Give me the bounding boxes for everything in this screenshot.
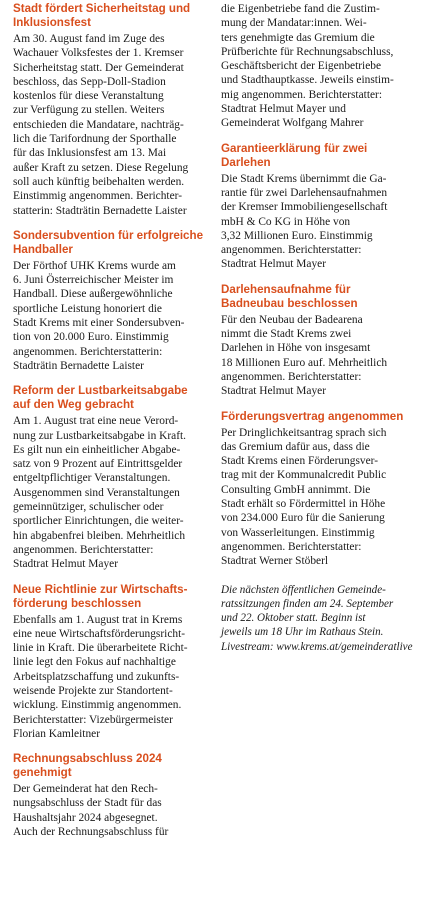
article-continuation: die Eigenbetriebe fand die Zustim- mung der Mandatar:innen. Wei- ters genehmigte das Gremium die Prüfberichte für Rechnungsabschluss, Geschäftsbericht der Eigenbetriebe und Stadthauptkasse. Jeweils einstim- mig angenommen. Berichterstatter: Stadtrat Helmut Mayer und Gemeinderat Wolfgang Mahrer (221, 3, 394, 130)
article-body: Für den Neubau der Badearena nimmt die Stadt Krems zwei Darlehen in Höhe von insgesamt 18 Millionen Euro auf. Mehrheitlich angenommen. Berichterstatter: Stadtrat Helmut Mayer (221, 313, 388, 398)
article-body: Am 1. August trat eine neue Verord- nung zur Lustbarkeitsabgabe in Kraft. Es gilt nun ein einheitlicher Abgabe- satz von 9 Prozent auf Eintrittsgelder entgeltpflichtiger Veranstaltungen. Ausgenommen sind Veranstaltungen gemeinnütziger, schulischer oder sportlicher Einrichtungen, die weiter- hin abgabenfrei bleiben. Mehrheitlich angenommen. Berichterstatter: Stadtrat Helmut Mayer (13, 415, 187, 571)
article-heading: Rechnungsabschluss 2024 genehmigt (13, 752, 162, 780)
article-body: Der Gemeinderat hat den Rech- nungsabschluss der Stadt für das Haushaltsjahr 2024 abgesegnet. Auch der Rechnungsabschluss für (13, 783, 169, 839)
article-darlehensaufnahme (221, 283, 416, 399)
article-heading: Stadt fördert Sicherheitstag und Inklusionsfest (13, 2, 191, 29)
article-heading: Sondersubvention für erfolgreiche Handballer (13, 228, 204, 256)
article-garantieerklaerung (221, 142, 416, 272)
article-sicherheitstag (13, 2, 208, 218)
article-heading: Garantieerklärung für zwei Darlehen (221, 141, 368, 169)
article-heading: Reform der Lustbarkeitsabgabe auf den Weg gebracht (13, 384, 188, 412)
article-body: Ebenfalls am 1. August trat in Krems eine neue Wirtschaftsförderungsricht- linie in Kraft. Die überarbeitete Richt- linie legt den Fokus auf nachhaltige Arbeitsplatzschaffung und zukunfts- weisende Projekte zur Standortent- wicklung. Einstimmig angenommen. Berichterstatter: Vizebürgermeister Florian Kamleitner (13, 613, 188, 740)
article-heading: Förderungsvertrag angenommen (221, 409, 404, 423)
next-sessions-note: Die nächsten öffentlichen Gemeinde- ratssitzungen finden am 24. September und 22. Oktober statt. Beginn ist jeweils um 18 Uhr im Rathaus Stein. Livestream: www.krems.at/gemeinderatlive (221, 583, 413, 653)
article-foerderungsvertrag (221, 410, 416, 569)
article-rechnungsabschluss (13, 752, 208, 839)
left-column (13, 2, 208, 839)
article-body: Der Förthof UHK Krems wurde am 6. Juni Österreichischer Meister im Handball. Diese außergewöhnliche sportliche Leistung honoriert die Stadt Krems mit einer Sondersubven- tion von 20.000 Euro. Einstimmig angenommen. Berichterstatterin: Stadträtin Bernadette Laister (13, 259, 185, 372)
article-body: Am 30. August fand im Zuge des Wachauer Volksfestes der 1. Kremser Sicherheitstag statt. Der Gemeinderat beschloss, das Sepp-Doll-Stadion kostenlos für diese Veranstaltung zur Verfügung zu stellen. Weiters entschieden die Mandatare, nachträg- lich die Tarifordnung der Sporthalle für das Inklusionsfest am 13. Mai außer Kraft zu setzen. Diese Regelung soll auch künftig beibehalten werden. Einstimmig angenommen. Berichter- statterin: Stadträtin Bernadette Laister (13, 33, 189, 217)
article-heading: Neue Richtlinie zur Wirtschafts- förderung beschlossen (13, 582, 188, 610)
right-column (221, 2, 416, 654)
article-sondersubvention (13, 229, 208, 373)
article-body: Die Stadt Krems übernimmt die Ga- rantie für zwei Darlehensaufnahmen der Kremser Immobiliengesellschaft mbH & Co KG in Höhe von 3,32 Millionen Euro. Einstimmig angenommen. Berichterstatter: Stadtrat Helmut Mayer (221, 172, 388, 271)
article-lustbarkeitsabgabe (13, 384, 208, 571)
article-heading: Darlehensaufnahme für Badneubau beschlossen (221, 282, 358, 310)
article-body: Per Dringlichkeitsantrag sprach sich das Gremium dafür aus, dass die Stadt Krems einen Förderungsver- trag mit der Kommunalcredit Public Consulting GmbH annimmt. Die Stadt erhält so Fördermittel in Höhe von 234.000 Euro für die Sanierung von Wasserleitungen. Einstimmig angenommen. Berichterstatter: Stadtrat Werner Stöberl (221, 426, 387, 568)
article-wirtschaftsfoerderung (13, 583, 208, 742)
